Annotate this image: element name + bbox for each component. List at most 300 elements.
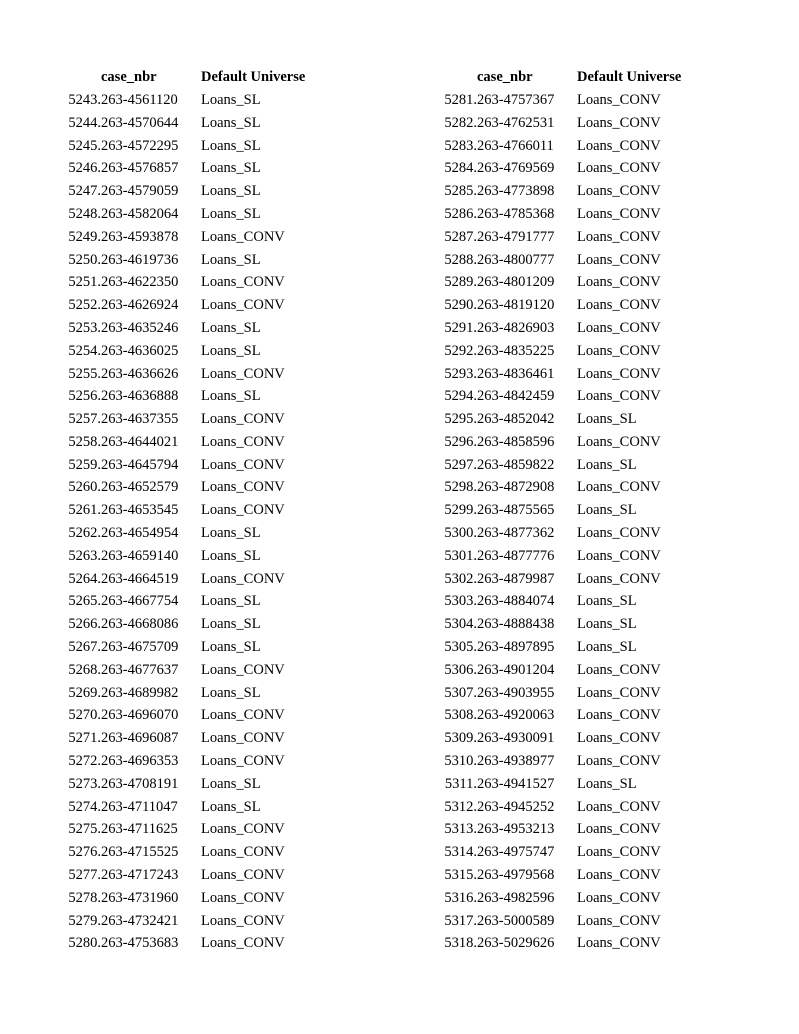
default-universe-header: Default Universe <box>577 69 682 86</box>
row-index: 5305. <box>444 639 477 656</box>
table-row <box>426 294 707 317</box>
row-index: 5265. <box>68 593 101 610</box>
table-row <box>426 499 707 522</box>
table-row <box>426 932 707 955</box>
default-universe-value: Loans_CONV <box>201 456 285 473</box>
default-universe-value: Loans_SL <box>201 388 261 405</box>
case-number: 263-4819120 <box>477 297 555 314</box>
case-number: 263-4835225 <box>477 342 555 359</box>
case-number: 263-4903955 <box>477 684 555 701</box>
table-row <box>50 157 331 180</box>
case-number: 263-4982596 <box>477 889 555 906</box>
default-universe-value: Loans_CONV <box>577 525 661 542</box>
row-index: 5281. <box>444 91 477 108</box>
row-index: 5299. <box>444 502 477 519</box>
case-number: 263-4762531 <box>477 114 555 131</box>
table-row <box>50 248 331 271</box>
row-index: 5318. <box>444 935 477 952</box>
case-number: 263-4979568 <box>477 867 555 884</box>
default-universe-value: Loans_CONV <box>201 821 285 838</box>
default-universe-value: Loans_CONV <box>201 365 285 382</box>
table-row <box>50 203 331 226</box>
table-row <box>426 545 707 568</box>
default-universe-value: Loans_CONV <box>577 205 661 222</box>
case-number: 263-4800777 <box>477 251 555 268</box>
table-row <box>426 271 707 294</box>
table-row <box>50 226 331 249</box>
case-number: 263-4636626 <box>101 365 179 382</box>
table-body-right <box>426 89 707 955</box>
case-number: 263-4667754 <box>101 593 179 610</box>
row-index: 5266. <box>68 616 101 633</box>
row-index: 5275. <box>68 821 101 838</box>
default-universe-value: Loans_CONV <box>201 411 285 428</box>
case-number: 263-4696070 <box>101 707 179 724</box>
table-row <box>50 362 331 385</box>
default-universe-value: Loans_CONV <box>201 707 285 724</box>
case-number: 263-4711625 <box>101 821 178 838</box>
table-row <box>50 545 331 568</box>
case-number: 263-4769569 <box>477 160 555 177</box>
case-number: 263-4766011 <box>477 137 554 154</box>
table-row <box>426 818 707 841</box>
case-number: 263-4675709 <box>101 639 179 656</box>
default-universe-value: Loans_CONV <box>577 251 661 268</box>
table-row <box>50 887 331 910</box>
index-header <box>426 66 477 89</box>
row-index: 5293. <box>444 365 477 382</box>
table-row <box>50 180 331 203</box>
case-table-right <box>426 66 707 955</box>
table-row <box>426 340 707 363</box>
table-row <box>426 750 707 773</box>
table-row <box>426 773 707 796</box>
row-index: 5280. <box>68 935 101 952</box>
table-row <box>426 454 707 477</box>
case-number: 263-4637355 <box>101 411 179 428</box>
default-universe-value: Loans_CONV <box>577 753 661 770</box>
case-number: 263-4653545 <box>101 502 179 519</box>
row-index: 5259. <box>68 456 101 473</box>
case-number: 263-4635246 <box>101 319 179 336</box>
case-number: 263-5000589 <box>477 912 555 929</box>
row-index: 5272. <box>68 753 101 770</box>
table-row <box>50 932 331 955</box>
case-number: 263-4842459 <box>477 388 555 405</box>
default-universe-value: Loans_CONV <box>577 798 661 815</box>
table-row <box>426 362 707 385</box>
case-number: 263-4572295 <box>101 137 179 154</box>
row-index: 5263. <box>68 547 101 564</box>
default-universe-value: Loans_CONV <box>201 935 285 952</box>
case-number: 263-4696087 <box>101 730 179 747</box>
table-row <box>50 682 331 705</box>
table-row <box>50 89 331 112</box>
default-universe-value: Loans_CONV <box>577 297 661 314</box>
default-universe-value: Loans_CONV <box>577 388 661 405</box>
table-row <box>50 317 331 340</box>
row-index: 5306. <box>444 661 477 678</box>
table-row <box>426 89 707 112</box>
default-universe-value: Loans_CONV <box>201 570 285 587</box>
case-nbr-header: case_nbr <box>477 69 533 86</box>
default-universe-value: Loans_SL <box>201 525 261 542</box>
row-index: 5300. <box>444 525 477 542</box>
row-index: 5267. <box>68 639 101 656</box>
case-number: 263-4664519 <box>101 570 179 587</box>
row-index: 5298. <box>444 479 477 496</box>
default-universe-value: Loans_CONV <box>577 91 661 108</box>
case-number: 263-4897895 <box>477 639 555 656</box>
default-universe-value: Loans_CONV <box>201 479 285 496</box>
case-number: 263-4801209 <box>477 274 555 291</box>
table-row <box>50 909 331 932</box>
case-number: 263-4696353 <box>101 753 179 770</box>
case-number: 263-4930091 <box>477 730 555 747</box>
table-row <box>50 636 331 659</box>
default-universe-value: Loans_SL <box>201 639 261 656</box>
default-universe-value: Loans_CONV <box>577 479 661 496</box>
table-row <box>426 385 707 408</box>
table-row <box>426 659 707 682</box>
case-number: 263-4582064 <box>101 205 179 222</box>
table-row <box>426 203 707 226</box>
row-index: 5315. <box>444 867 477 884</box>
case-number: 263-4689982 <box>101 684 179 701</box>
default-universe-value: Loans_CONV <box>577 730 661 747</box>
table-row <box>50 431 331 454</box>
table-row <box>426 796 707 819</box>
table-row <box>50 613 331 636</box>
table-row <box>50 385 331 408</box>
default-universe-value: Loans_SL <box>201 205 261 222</box>
case-number: 263-4941527 <box>477 775 555 792</box>
case-number: 263-4836461 <box>477 365 555 382</box>
table-row <box>50 568 331 591</box>
row-index: 5292. <box>444 342 477 359</box>
row-index: 5252. <box>68 297 101 314</box>
default-universe-value: Loans_CONV <box>201 297 285 314</box>
default-universe-value: Loans_SL <box>577 411 637 428</box>
default-universe-value: Loans_CONV <box>577 433 661 450</box>
default-universe-value: Loans_SL <box>577 502 637 519</box>
case-number: 263-4938977 <box>477 753 555 770</box>
row-index: 5258. <box>68 433 101 450</box>
row-index: 5261. <box>68 502 101 519</box>
table-row <box>426 134 707 157</box>
row-index: 5257. <box>68 411 101 428</box>
table-row <box>426 613 707 636</box>
table-row <box>426 180 707 203</box>
default-universe-value: Loans_SL <box>201 775 261 792</box>
row-index: 5244. <box>68 114 101 131</box>
table-row <box>50 659 331 682</box>
default-universe-value: Loans_SL <box>201 547 261 564</box>
row-index: 5297. <box>444 456 477 473</box>
row-index: 5269. <box>68 684 101 701</box>
default-universe-value: Loans_CONV <box>577 570 661 587</box>
table-row <box>50 408 331 431</box>
table-row <box>426 248 707 271</box>
default-universe-value: Loans_SL <box>201 251 261 268</box>
case-number: 263-4785368 <box>477 205 555 222</box>
case-number: 263-4872908 <box>477 479 555 496</box>
case-number: 263-4945252 <box>477 798 555 815</box>
default-universe-value: Loans_CONV <box>577 547 661 564</box>
row-index: 5287. <box>444 228 477 245</box>
table-row <box>50 499 331 522</box>
row-index: 5245. <box>68 137 101 154</box>
row-index: 5313. <box>444 821 477 838</box>
default-universe-value: Loans_SL <box>201 342 261 359</box>
row-index: 5271. <box>68 730 101 747</box>
case-number: 263-4753683 <box>101 935 179 952</box>
default-universe-value: Loans_SL <box>201 319 261 336</box>
case-number: 263-4659140 <box>101 547 179 564</box>
default-universe-value: Loans_SL <box>201 593 261 610</box>
case-number: 263-4875565 <box>477 502 555 519</box>
table-row <box>426 522 707 545</box>
table-row <box>50 522 331 545</box>
row-index: 5260. <box>68 479 101 496</box>
default-universe-value: Loans_SL <box>577 616 637 633</box>
row-index: 5304. <box>444 616 477 633</box>
index-header <box>50 66 101 89</box>
case-number: 263-4570644 <box>101 114 179 131</box>
default-universe-value: Loans_CONV <box>577 707 661 724</box>
row-index: 5314. <box>444 844 477 861</box>
row-index: 5279. <box>68 912 101 929</box>
case-number: 263-4677637 <box>101 661 179 678</box>
row-index: 5284. <box>444 160 477 177</box>
default-universe-value: Loans_CONV <box>201 661 285 678</box>
table-row <box>50 294 331 317</box>
default-universe-value: Loans_CONV <box>201 274 285 291</box>
row-index: 5268. <box>68 661 101 678</box>
default-universe-value: Loans_CONV <box>201 867 285 884</box>
table-row <box>50 864 331 887</box>
table-row <box>50 112 331 135</box>
table-row <box>50 271 331 294</box>
row-index: 5251. <box>68 274 101 291</box>
case-number: 263-4884074 <box>477 593 555 610</box>
case-number: 263-4645794 <box>101 456 179 473</box>
row-index: 5291. <box>444 319 477 336</box>
row-index: 5309. <box>444 730 477 747</box>
case-number: 263-4888438 <box>477 616 555 633</box>
table-row <box>426 636 707 659</box>
case-number: 263-4626924 <box>101 297 179 314</box>
default-universe-value: Loans_CONV <box>201 912 285 929</box>
row-index: 5310. <box>444 753 477 770</box>
default-universe-value: Loans_CONV <box>577 160 661 177</box>
case-number: 263-5029626 <box>477 935 555 952</box>
row-index: 5302. <box>444 570 477 587</box>
default-universe-value: Loans_CONV <box>577 912 661 929</box>
table-row <box>50 818 331 841</box>
row-index: 5283. <box>444 137 477 154</box>
row-index: 5254. <box>68 342 101 359</box>
case-nbr-header: case_nbr <box>101 69 157 86</box>
table-row <box>50 841 331 864</box>
case-number: 263-4877362 <box>477 525 555 542</box>
case-number: 263-4859822 <box>477 456 555 473</box>
row-index: 5253. <box>68 319 101 336</box>
row-index: 5277. <box>68 867 101 884</box>
row-index: 5249. <box>68 228 101 245</box>
case-number: 263-4561120 <box>101 91 178 108</box>
table-row <box>426 864 707 887</box>
default-universe-value: Loans_SL <box>201 114 261 131</box>
row-index: 5308. <box>444 707 477 724</box>
default-universe-value: Loans_SL <box>577 456 637 473</box>
default-universe-value: Loans_CONV <box>201 730 285 747</box>
table-row <box>426 590 707 613</box>
table-row <box>426 408 707 431</box>
default-universe-value: Loans_CONV <box>201 753 285 770</box>
table-header-row <box>426 66 707 89</box>
case-number: 263-4826903 <box>477 319 555 336</box>
case-number: 263-4852042 <box>477 411 555 428</box>
table-row <box>50 590 331 613</box>
default-universe-value: Loans_CONV <box>577 228 661 245</box>
row-index: 5264. <box>68 570 101 587</box>
row-index: 5316. <box>444 889 477 906</box>
case-number: 263-4711047 <box>101 798 178 815</box>
case-number: 263-4858596 <box>477 433 555 450</box>
row-index: 5262. <box>68 525 101 542</box>
default-universe-value: Loans_CONV <box>201 433 285 450</box>
row-index: 5311. <box>444 775 477 792</box>
case-number: 263-4654954 <box>101 525 179 542</box>
case-table-left <box>50 66 331 955</box>
table-row <box>50 454 331 477</box>
case-number: 263-4920063 <box>477 707 555 724</box>
listing-right <box>426 66 707 955</box>
default-universe-value: Loans_SL <box>201 91 261 108</box>
case-number: 263-4879987 <box>477 570 555 587</box>
table-row <box>50 773 331 796</box>
case-number: 263-4652579 <box>101 479 179 496</box>
table-row <box>50 704 331 727</box>
row-index: 5247. <box>68 183 101 200</box>
row-index: 5274. <box>68 798 101 815</box>
table-row <box>426 568 707 591</box>
row-index: 5288. <box>444 251 477 268</box>
table-row <box>50 340 331 363</box>
case-number: 263-4901204 <box>477 661 555 678</box>
default-universe-header: Default Universe <box>201 69 306 86</box>
default-universe-value: Loans_CONV <box>577 183 661 200</box>
table-row <box>426 226 707 249</box>
default-universe-value: Loans_CONV <box>577 844 661 861</box>
table-row <box>426 157 707 180</box>
row-index: 5301. <box>444 547 477 564</box>
case-number: 263-4953213 <box>477 821 555 838</box>
table-row <box>426 704 707 727</box>
table-row <box>426 112 707 135</box>
default-universe-value: Loans_CONV <box>201 889 285 906</box>
case-number: 263-4622350 <box>101 274 179 291</box>
row-index: 5296. <box>444 433 477 450</box>
default-universe-value: Loans_SL <box>201 160 261 177</box>
row-index: 5282. <box>444 114 477 131</box>
row-index: 5285. <box>444 183 477 200</box>
table-row <box>426 476 707 499</box>
row-index: 5312. <box>444 798 477 815</box>
case-number: 263-4877776 <box>477 547 555 564</box>
row-index: 5256. <box>68 388 101 405</box>
default-universe-value: Loans_CONV <box>577 661 661 678</box>
case-number: 263-4708191 <box>101 775 179 792</box>
default-universe-value: Loans_CONV <box>577 342 661 359</box>
default-universe-value: Loans_SL <box>201 684 261 701</box>
case-number: 263-4579059 <box>101 183 179 200</box>
table-row <box>426 841 707 864</box>
case-number: 263-4975747 <box>477 844 555 861</box>
row-index: 5273. <box>68 775 101 792</box>
default-universe-value: Loans_CONV <box>577 319 661 336</box>
row-index: 5246. <box>68 160 101 177</box>
case-number: 263-4593878 <box>101 228 179 245</box>
row-index: 5289. <box>444 274 477 291</box>
table-row <box>426 909 707 932</box>
default-universe-value: Loans_SL <box>201 616 261 633</box>
table-row <box>426 317 707 340</box>
table-row <box>50 134 331 157</box>
default-universe-value: Loans_CONV <box>201 228 285 245</box>
default-universe-value: Loans_SL <box>201 183 261 200</box>
table-row <box>426 887 707 910</box>
case-number: 263-4619736 <box>101 251 179 268</box>
table-row <box>426 431 707 454</box>
table-row <box>50 750 331 773</box>
default-universe-value: Loans_SL <box>577 639 637 656</box>
case-number: 263-4773898 <box>477 183 555 200</box>
case-number: 263-4576857 <box>101 160 179 177</box>
table-header-row <box>50 66 331 89</box>
case-number: 263-4717243 <box>101 867 179 884</box>
row-index: 5294. <box>444 388 477 405</box>
case-number: 263-4636025 <box>101 342 179 359</box>
default-universe-value: Loans_CONV <box>577 114 661 131</box>
case-number: 263-4668086 <box>101 616 179 633</box>
table-row <box>50 796 331 819</box>
default-universe-value: Loans_SL <box>201 798 261 815</box>
default-universe-value: Loans_SL <box>201 137 261 154</box>
row-index: 5255. <box>68 365 101 382</box>
row-index: 5248. <box>68 205 101 222</box>
row-index: 5276. <box>68 844 101 861</box>
default-universe-value: Loans_CONV <box>201 844 285 861</box>
row-index: 5303. <box>444 593 477 610</box>
table-row <box>50 727 331 750</box>
row-index: 5295. <box>444 411 477 428</box>
case-number: 263-4757367 <box>477 91 555 108</box>
listing-left <box>50 66 331 955</box>
default-universe-value: Loans_CONV <box>201 502 285 519</box>
case-number: 263-4731960 <box>101 889 179 906</box>
row-index: 5286. <box>444 205 477 222</box>
default-universe-value: Loans_CONV <box>577 889 661 906</box>
case-number: 263-4715525 <box>101 844 179 861</box>
row-index: 5250. <box>68 251 101 268</box>
default-universe-value: Loans_SL <box>577 593 637 610</box>
row-index: 5278. <box>68 889 101 906</box>
row-index: 5290. <box>444 297 477 314</box>
table-row <box>50 476 331 499</box>
default-universe-value: Loans_SL <box>577 775 637 792</box>
